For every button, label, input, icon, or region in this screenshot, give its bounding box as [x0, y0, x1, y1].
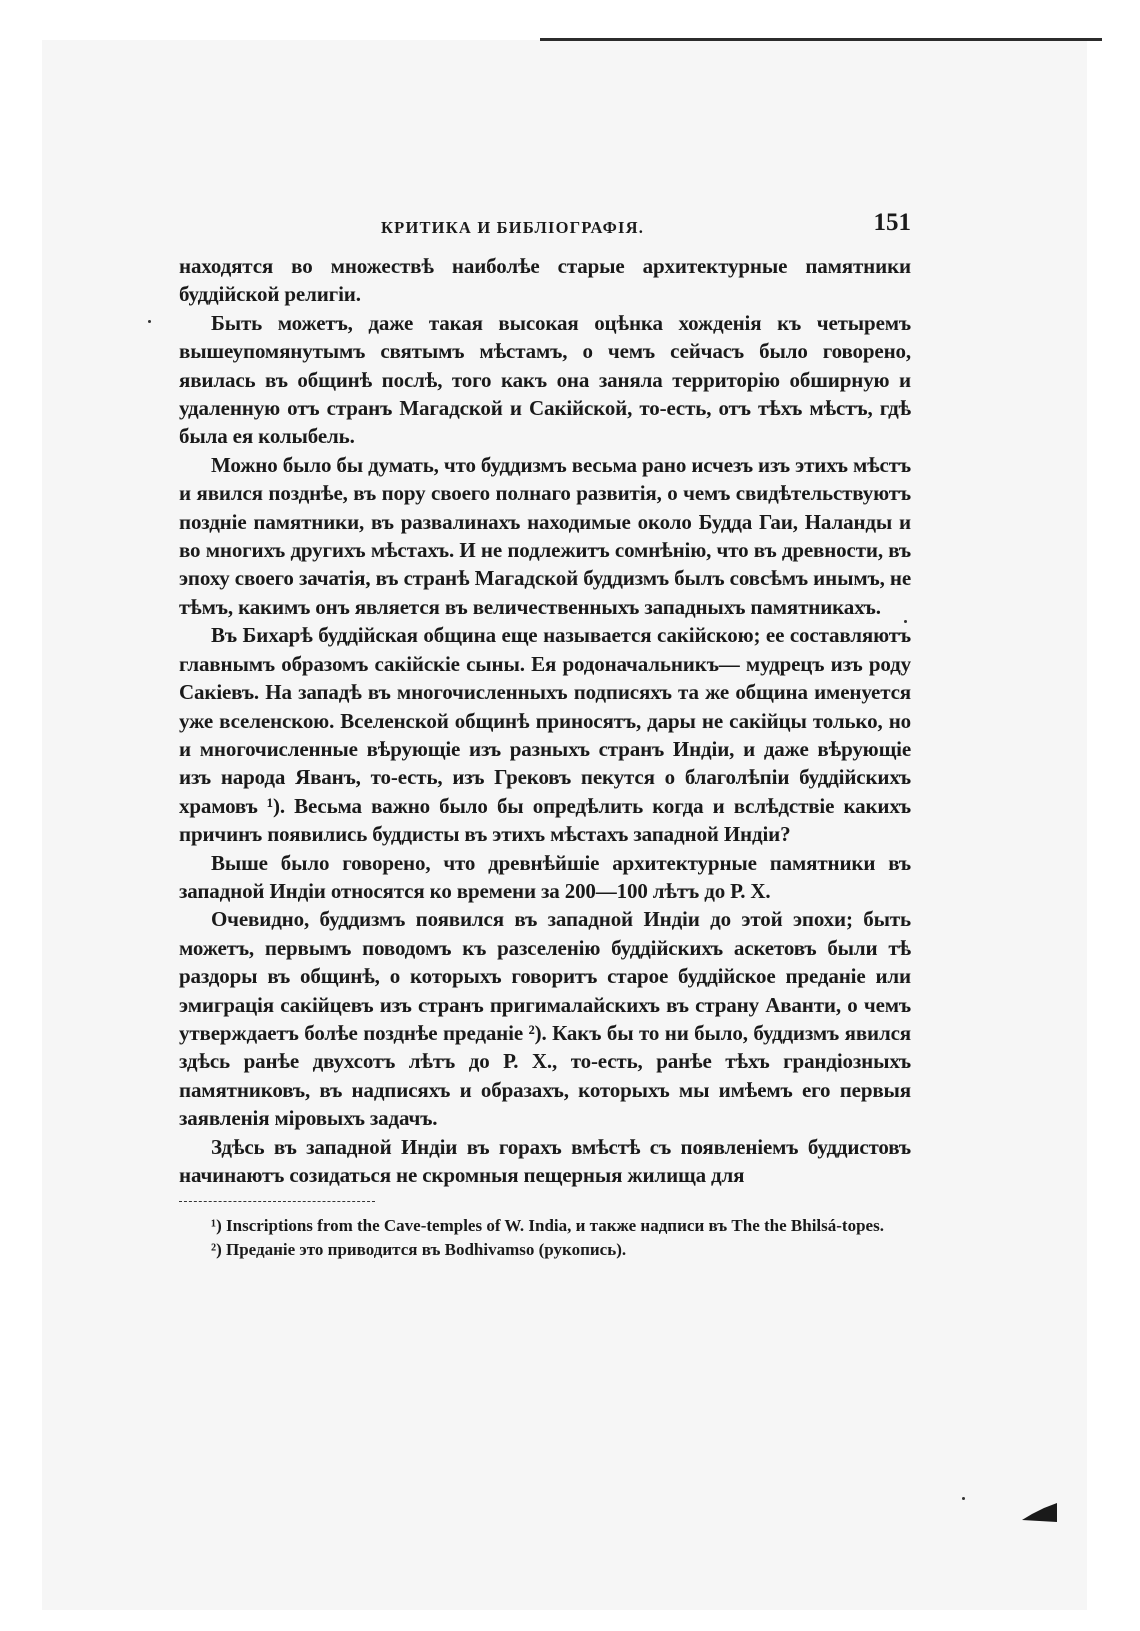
speck	[148, 320, 151, 323]
paragraph: Быть можетъ, даже такая высокая оцѣнка хожденія къ четыремъ вышеупомянутымъ святымъ мѣстамъ, о чемъ сейчасъ было говорено, явилась въ общинѣ послѣ, того какъ она заняла территорію обширную и удаленную отъ странъ Магадской и Сакійской, то-есть, отъ тѣхъ мѣстъ, гдѣ была ея колыбель.	[179, 310, 911, 449]
paragraph: находятся во множествѣ наиболѣе старые архитектурные памятники буддійской религіи.	[179, 254, 911, 307]
corner-ink-mark	[1022, 1502, 1058, 1522]
paragraph: Здѣсь въ западной Индіи въ горахъ вмѣстѣ съ появленіемъ буддистовъ начинаютъ созидаться не скромныя пещерныя жилища для	[179, 1134, 911, 1187]
body-text	[179, 252, 911, 1189]
paragraph: Очевидно, буддизмъ появился въ западной Индіи до этой эпохи; быть можетъ, первымъ поводомъ къ разселенію буддійскихъ аскетовъ были тѣ раздоры въ общинѣ, о которыхъ говоритъ старое буддійское преданіе или эмиграція сакійцевъ изъ странъ пригималайскихъ въ страну Аванти, о чемъ утверждаетъ болѣе позднѣе преданіе ²). Какъ бы то ни было, буддизмъ явился здѣсь ранѣе двухсотъ лѣтъ до Р. Х., то-есть, ранѣе тѣхъ грандіозныхъ памятниковъ, въ надписяхъ и образахъ, которыхъ мы имѣемъ его первыя заявленія міровыхъ задачъ.	[179, 907, 911, 1131]
paragraph: Выше было говорено, что древнѣйшіе архитектурные памятники въ западной Индіи относятся ко времени за 200—100 лѣтъ до Р. Х.	[179, 850, 911, 903]
footnote-separator	[179, 1201, 375, 1202]
top-edge-rule	[540, 38, 1102, 41]
page-header	[179, 209, 911, 248]
book-page	[179, 209, 911, 1262]
page-number: 151	[873, 209, 911, 236]
footnote: ¹) Inscriptions from the Cave-temples of W. India, и также надписи въ The the Bhilsá-topes.	[211, 1216, 884, 1236]
footnotes	[179, 1214, 911, 1262]
paragraph: Въ Бихарѣ буддійская община еще называется сакійскою; ее составляютъ главнымъ образомъ сакійскіе сыны. Ея родоначальникъ— мудрецъ изъ роду Сакіевъ. На западѣ въ многочисленныхъ подписяхъ та же община именуется уже вселенскою. Вселенской общинѣ приносятъ, дары не сакійцы только, но и многочисленные вѣрующіе изъ разныхъ странъ Индіи, и даже вѣрующіе изъ народа Яванъ, то-есть, изъ Грековъ пекутся о благолѣпіи буддійскихъ храмовъ ¹). Весьма важно было бы опредѣлить когда и вслѣдствіе какихъ причинъ появились буддисты въ этихъ мѣстахъ западной Индіи?	[179, 623, 911, 847]
speck	[962, 1497, 965, 1500]
paragraph: Можно было бы думать, что буддизмъ весьма рано исчезъ изъ этихъ мѣстъ и явился позднѣе, въ пору своего полнаго развитія, о чемъ свидѣтельствуютъ поздніе памятники, въ развалинахъ находимые около Будда Гаи, Наланды и во многихъ другихъ мѣстахъ. И не подлежитъ сомнѣнію, что въ древности, въ эпоху своего зачатія, въ странѣ Магадской буддизмъ былъ совсѣмъ инымъ, не тѣмъ, какимъ онъ является въ величественныхъ западныхъ памятникахъ.	[179, 452, 911, 619]
footnote: ²) Преданіе это приводится въ Bodhivamso (рукопись).	[211, 1240, 627, 1260]
running-head: КРИТИКА И БИБЛІОГРАФІЯ.	[381, 218, 645, 237]
